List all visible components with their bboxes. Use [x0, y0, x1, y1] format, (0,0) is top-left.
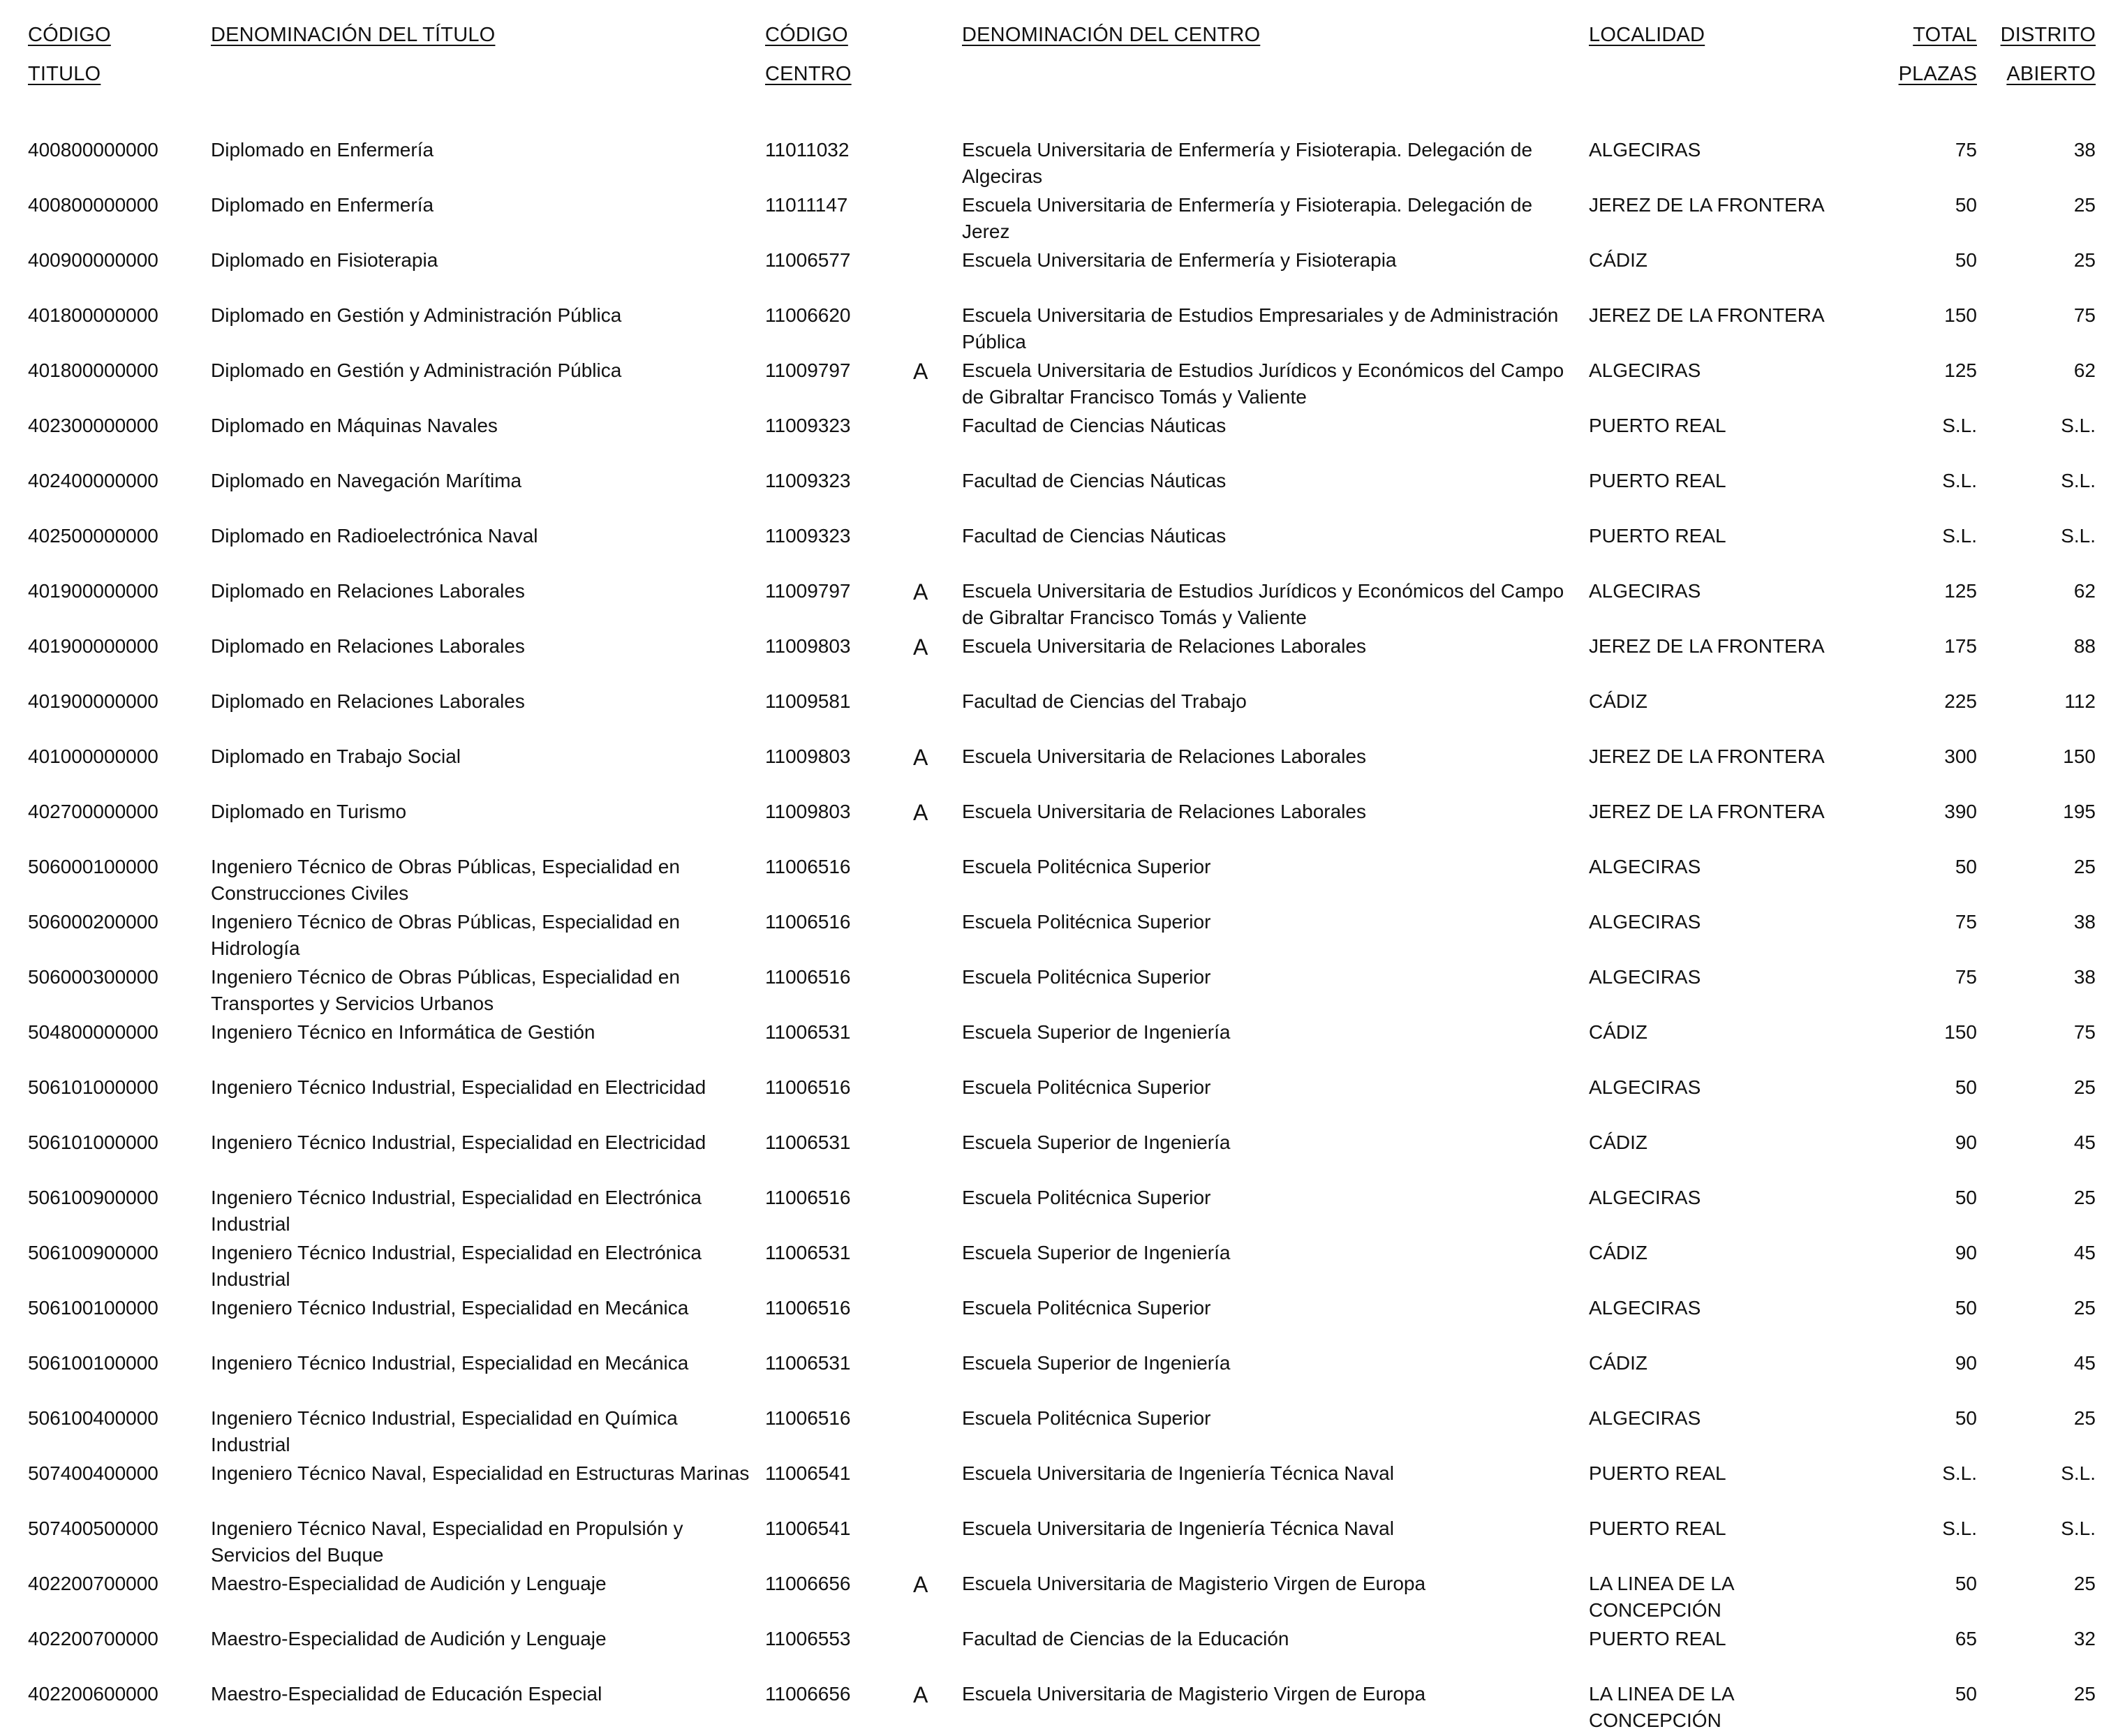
cell-codigo-titulo: 402200700000 — [28, 1628, 158, 1649]
cell-total-plazas: 125 — [1944, 359, 1977, 381]
cell-distrito-abierto: 45 — [2073, 1352, 2096, 1374]
cell-denominacion-titulo: Diplomado en Relaciones Laborales — [211, 690, 525, 712]
header-localidad: LOCALIDAD — [1589, 24, 1705, 46]
cell-localidad: CÁDIZ — [1589, 1132, 1647, 1153]
table-row — [25, 302, 2098, 357]
cell-denominacion-centro: Facultad de Ciencias Náuticas — [962, 525, 1227, 547]
cell-distrito-abierto: 38 — [2073, 966, 2096, 988]
cell-distrito-abierto: 195 — [2063, 801, 2096, 822]
cell-localidad: ALGECIRAS — [1589, 1187, 1701, 1208]
cell-denominacion-centro: Escuela Politécnica Superior — [962, 1076, 1211, 1098]
cell-codigo-centro: 11009797 — [765, 359, 851, 381]
cell-distrito-abierto: 25 — [2073, 1297, 2096, 1319]
cell-codigo-centro: 11009803 — [765, 801, 851, 822]
table-header — [25, 15, 2098, 137]
cell-codigo-titulo: 506100900000 — [28, 1242, 158, 1263]
cell-codigo-titulo: 401900000000 — [28, 635, 158, 657]
cell-total-plazas: 75 — [1955, 139, 1977, 161]
plazas-table — [25, 15, 2098, 1736]
table-row — [25, 468, 2098, 523]
cell-distrito-abierto: 25 — [2073, 1076, 2096, 1098]
cell-denominacion-centro: Escuela Universitaria de Ingeniería Técnica Naval — [962, 1518, 1394, 1539]
cell-denominacion-titulo: Ingeniero Técnico Industrial, Especialidad en Electricidad — [211, 1076, 706, 1098]
cell-flag: A — [913, 1682, 928, 1707]
table-row — [25, 1350, 2098, 1405]
cell-denominacion-titulo: Ingeniero Técnico de Obras Públicas, Especialidad en Hidrología — [211, 911, 680, 959]
table-row — [25, 1405, 2098, 1460]
cell-flag — [908, 1460, 959, 1515]
cell-denominacion-centro: Escuela Superior de Ingeniería — [962, 1132, 1231, 1153]
cell-denominacion-titulo: Ingeniero Técnico Naval, Especialidad en Estructuras Marinas — [211, 1462, 750, 1484]
cell-denominacion-centro: Escuela Universitaria de Estudios Jurídicos y Económicos del Campo de Gibraltar Francisco Tomás y Valiente — [962, 580, 1564, 628]
cell-flag — [908, 854, 959, 909]
cell-codigo-titulo: 506100400000 — [28, 1407, 158, 1429]
cell-distrito-abierto: 45 — [2073, 1132, 2096, 1153]
cell-denominacion-centro: Escuela Politécnica Superior — [962, 1297, 1211, 1319]
cell-localidad: ALGECIRAS — [1589, 966, 1701, 988]
cell-flag: A — [913, 1572, 928, 1597]
cell-flag: A — [913, 745, 928, 770]
cell-codigo-titulo: 507400400000 — [28, 1462, 158, 1484]
cell-codigo-titulo: 401900000000 — [28, 690, 158, 712]
cell-localidad: ALGECIRAS — [1589, 580, 1701, 602]
cell-total-plazas: 225 — [1944, 690, 1977, 712]
cell-distrito-abierto: S.L. — [2061, 415, 2096, 436]
cell-codigo-centro: 11006516 — [765, 1076, 851, 1098]
cell-distrito-abierto: 112 — [2064, 690, 2096, 712]
cell-localidad: JEREZ DE LA FRONTERA — [1589, 745, 1825, 767]
cell-localidad: ALGECIRAS — [1589, 139, 1701, 161]
cell-distrito-abierto: 75 — [2073, 304, 2096, 326]
cell-total-plazas: 150 — [1944, 1021, 1977, 1043]
cell-codigo-centro: 11009803 — [765, 635, 851, 657]
cell-codigo-centro: 11009797 — [765, 580, 851, 602]
table-row — [25, 1626, 2098, 1681]
cell-distrito-abierto: 150 — [2063, 745, 2096, 767]
cell-denominacion-titulo: Ingeniero Técnico Industrial, Especialidad en Electrónica Industrial — [211, 1242, 702, 1290]
cell-codigo-centro: 11006516 — [765, 966, 851, 988]
header-total-plazas: TOTAL PLAZAS — [1898, 24, 1977, 85]
cell-codigo-titulo: 506100100000 — [28, 1297, 158, 1319]
cell-codigo-titulo: 506100100000 — [28, 1352, 158, 1374]
table-row — [25, 247, 2098, 302]
cell-codigo-centro: 11006577 — [765, 249, 851, 271]
cell-distrito-abierto: 45 — [2073, 1242, 2096, 1263]
cell-distrito-abierto: 25 — [2073, 249, 2096, 271]
cell-denominacion-centro: Escuela Universitaria de Magisterio Virgen de Europa — [962, 1683, 1426, 1705]
cell-distrito-abierto: 25 — [2073, 1573, 2096, 1594]
cell-localidad: JEREZ DE LA FRONTERA — [1589, 304, 1825, 326]
table-row — [25, 1019, 2098, 1074]
header-flag — [908, 15, 959, 137]
cell-codigo-centro: 11006541 — [765, 1518, 851, 1539]
cell-total-plazas: 50 — [1955, 1407, 1977, 1429]
cell-total-plazas: S.L. — [1942, 1518, 1977, 1539]
cell-flag: A — [913, 635, 928, 660]
cell-distrito-abierto: 88 — [2073, 635, 2096, 657]
cell-denominacion-titulo: Diplomado en Fisioterapia — [211, 249, 438, 271]
cell-localidad: CÁDIZ — [1589, 1352, 1647, 1374]
cell-denominacion-centro: Escuela Superior de Ingeniería — [962, 1242, 1231, 1263]
cell-distrito-abierto: S.L. — [2061, 525, 2096, 547]
table-row — [25, 1240, 2098, 1295]
cell-codigo-centro: 11006656 — [765, 1683, 851, 1705]
cell-denominacion-centro: Escuela Universitaria de Estudios Empresariales y de Administración Pública — [962, 304, 1559, 353]
cell-denominacion-titulo: Ingeniero Técnico de Obras Públicas, Especialidad en Transportes y Servicios Urbanos — [211, 966, 680, 1014]
cell-flag — [908, 1295, 959, 1350]
cell-flag — [908, 688, 959, 743]
table-row — [25, 578, 2098, 633]
cell-flag — [908, 413, 959, 468]
cell-codigo-centro: 11006516 — [765, 856, 851, 877]
header-codigo-titulo: CÓDIGO TITULO — [28, 24, 111, 85]
cell-denominacion-titulo: Ingeniero Técnico Industrial, Especialidad en Electricidad — [211, 1132, 706, 1153]
cell-denominacion-centro: Facultad de Ciencias Náuticas — [962, 415, 1227, 436]
cell-codigo-centro: 11006516 — [765, 1407, 851, 1429]
table-row — [25, 1460, 2098, 1515]
cell-total-plazas: 50 — [1955, 856, 1977, 877]
cell-localidad: PUERTO REAL — [1589, 415, 1726, 436]
cell-total-plazas: 50 — [1955, 1076, 1977, 1098]
table-row — [25, 1185, 2098, 1240]
cell-total-plazas: 390 — [1944, 801, 1977, 822]
header-denominacion-titulo: DENOMINACIÓN DEL TÍTULO — [211, 24, 496, 46]
cell-total-plazas: 90 — [1955, 1132, 1977, 1153]
cell-localidad: ALGECIRAS — [1589, 1407, 1701, 1429]
cell-flag: A — [913, 800, 928, 825]
cell-denominacion-titulo: Ingeniero Técnico Industrial, Especialidad en Mecánica — [211, 1352, 689, 1374]
cell-localidad: LA LINEA DE LA CONCEPCIÓN — [1589, 1573, 1734, 1621]
cell-denominacion-centro: Escuela Universitaria de Enfermería y Fisioterapia — [962, 249, 1397, 271]
cell-flag — [908, 523, 959, 578]
cell-localidad: ALGECIRAS — [1589, 911, 1701, 933]
cell-distrito-abierto: 75 — [2073, 1021, 2096, 1043]
table-row — [25, 1515, 2098, 1571]
cell-flag: A — [913, 579, 928, 604]
cell-codigo-centro: 11006656 — [765, 1573, 851, 1594]
table-row — [25, 1681, 2098, 1736]
cell-denominacion-titulo: Ingeniero Técnico Naval, Especialidad en Propulsión y Servicios del Buque — [211, 1518, 683, 1566]
cell-denominacion-centro: Escuela Universitaria de Ingeniería Técnica Naval — [962, 1462, 1394, 1484]
cell-distrito-abierto: 38 — [2073, 911, 2096, 933]
cell-distrito-abierto: 62 — [2073, 359, 2096, 381]
cell-distrito-abierto: S.L. — [2061, 1462, 2096, 1484]
cell-distrito-abierto: 25 — [2073, 856, 2096, 877]
cell-codigo-centro: 11006541 — [765, 1462, 851, 1484]
cell-denominacion-centro: Escuela Politécnica Superior — [962, 1407, 1211, 1429]
cell-localidad: CÁDIZ — [1589, 249, 1647, 271]
cell-distrito-abierto: 25 — [2073, 194, 2096, 216]
cell-codigo-titulo: 402300000000 — [28, 415, 158, 436]
cell-denominacion-centro: Escuela Politécnica Superior — [962, 1187, 1211, 1208]
cell-codigo-centro: 11006553 — [765, 1628, 851, 1649]
cell-codigo-centro: 11006531 — [765, 1132, 851, 1153]
cell-denominacion-centro: Escuela Universitaria de Enfermería y Fisioterapia. Delegación de Algeciras — [962, 139, 1533, 187]
cell-codigo-centro: 11006516 — [765, 1187, 851, 1208]
cell-denominacion-titulo: Ingeniero Técnico en Informática de Gestión — [211, 1021, 595, 1043]
cell-denominacion-titulo: Diplomado en Enfermería — [211, 139, 434, 161]
cell-denominacion-centro: Facultad de Ciencias de la Educación — [962, 1628, 1289, 1649]
cell-codigo-centro: 11006516 — [765, 1297, 851, 1319]
cell-distrito-abierto: S.L. — [2061, 470, 2096, 491]
cell-total-plazas: 50 — [1955, 1297, 1977, 1319]
table-row — [25, 964, 2098, 1019]
cell-denominacion-titulo: Diplomado en Máquinas Navales — [211, 415, 498, 436]
cell-denominacion-centro: Escuela Universitaria de Enfermería y Fisioterapia. Delegación de Jerez — [962, 194, 1533, 242]
cell-codigo-titulo: 506000200000 — [28, 911, 158, 933]
cell-denominacion-centro: Escuela Universitaria de Relaciones Laborales — [962, 635, 1366, 657]
cell-total-plazas: S.L. — [1942, 525, 1977, 547]
cell-denominacion-centro: Escuela Politécnica Superior — [962, 911, 1211, 933]
table-body — [25, 137, 2098, 1736]
cell-denominacion-centro: Escuela Universitaria de Relaciones Laborales — [962, 801, 1366, 822]
cell-codigo-centro: 11009323 — [765, 470, 851, 491]
cell-total-plazas: 50 — [1955, 194, 1977, 216]
cell-total-plazas: 50 — [1955, 1573, 1977, 1594]
cell-denominacion-centro: Escuela Politécnica Superior — [962, 966, 1211, 988]
table-row — [25, 854, 2098, 909]
cell-codigo-titulo: 402500000000 — [28, 525, 158, 547]
table-row — [25, 1074, 2098, 1129]
cell-distrito-abierto: 38 — [2073, 139, 2096, 161]
cell-flag — [908, 1019, 959, 1074]
cell-denominacion-titulo: Ingeniero Técnico Industrial, Especialidad en Química Industrial — [211, 1407, 678, 1455]
cell-flag — [908, 964, 959, 1019]
header-codigo-centro: CÓDIGO CENTRO — [765, 24, 852, 85]
cell-flag — [908, 1515, 959, 1571]
cell-denominacion-titulo: Ingeniero Técnico de Obras Públicas, Especialidad en Construcciones Civiles — [211, 856, 680, 904]
cell-localidad: ALGECIRAS — [1589, 359, 1701, 381]
cell-codigo-titulo: 400800000000 — [28, 194, 158, 216]
cell-denominacion-titulo: Diplomado en Relaciones Laborales — [211, 635, 525, 657]
cell-denominacion-titulo: Diplomado en Trabajo Social — [211, 745, 461, 767]
cell-localidad: PUERTO REAL — [1589, 525, 1726, 547]
cell-codigo-titulo: 400800000000 — [28, 139, 158, 161]
cell-codigo-titulo: 401900000000 — [28, 580, 158, 602]
table-row — [25, 137, 2098, 192]
cell-flag — [908, 1074, 959, 1129]
cell-denominacion-centro: Facultad de Ciencias del Trabajo — [962, 690, 1247, 712]
cell-codigo-titulo: 401800000000 — [28, 304, 158, 326]
cell-distrito-abierto: 62 — [2073, 580, 2096, 602]
cell-codigo-titulo: 402200700000 — [28, 1573, 158, 1594]
cell-codigo-centro: 11009581 — [765, 690, 851, 712]
cell-total-plazas: 125 — [1944, 580, 1977, 602]
cell-distrito-abierto: 25 — [2073, 1407, 2096, 1429]
cell-flag — [908, 1626, 959, 1681]
cell-distrito-abierto: 32 — [2073, 1628, 2096, 1649]
table-row — [25, 909, 2098, 964]
cell-localidad: PUERTO REAL — [1589, 470, 1726, 491]
cell-total-plazas: 175 — [1944, 635, 1977, 657]
cell-denominacion-titulo: Ingeniero Técnico Industrial, Especialidad en Electrónica Industrial — [211, 1187, 702, 1235]
cell-flag — [908, 137, 959, 192]
table-row — [25, 688, 2098, 743]
table-row — [25, 743, 2098, 799]
cell-localidad: CÁDIZ — [1589, 1021, 1647, 1043]
cell-total-plazas: S.L. — [1942, 415, 1977, 436]
table-row — [25, 357, 2098, 413]
cell-localidad: JEREZ DE LA FRONTERA — [1589, 801, 1825, 822]
cell-flag — [908, 192, 959, 247]
cell-codigo-centro: 11006620 — [765, 304, 851, 326]
cell-total-plazas: 300 — [1944, 745, 1977, 767]
table-row — [25, 1129, 2098, 1185]
cell-codigo-titulo: 506000100000 — [28, 856, 158, 877]
cell-codigo-titulo: 506000300000 — [28, 966, 158, 988]
cell-total-plazas: S.L. — [1942, 1462, 1977, 1484]
cell-codigo-titulo: 402700000000 — [28, 801, 158, 822]
cell-distrito-abierto: S.L. — [2061, 1518, 2096, 1539]
cell-codigo-titulo: 402200600000 — [28, 1683, 158, 1705]
cell-localidad: JEREZ DE LA FRONTERA — [1589, 635, 1825, 657]
cell-distrito-abierto: 25 — [2073, 1187, 2096, 1208]
cell-flag — [908, 1129, 959, 1185]
cell-denominacion-titulo: Maestro-Especialidad de Audición y Lenguaje — [211, 1628, 607, 1649]
cell-flag: A — [913, 359, 928, 384]
cell-codigo-centro: 11006531 — [765, 1021, 851, 1043]
cell-codigo-centro: 11006516 — [765, 911, 851, 933]
cell-codigo-centro: 11009803 — [765, 745, 851, 767]
cell-localidad: PUERTO REAL — [1589, 1628, 1726, 1649]
cell-total-plazas: 50 — [1955, 1683, 1977, 1705]
cell-total-plazas: 75 — [1955, 911, 1977, 933]
cell-total-plazas: 90 — [1955, 1242, 1977, 1263]
cell-codigo-titulo: 504800000000 — [28, 1021, 158, 1043]
cell-codigo-centro: 11006531 — [765, 1242, 851, 1263]
cell-localidad: PUERTO REAL — [1589, 1518, 1726, 1539]
cell-denominacion-centro: Escuela Universitaria de Estudios Jurídicos y Económicos del Campo de Gibraltar Francisco Tomás y Valiente — [962, 359, 1564, 408]
cell-denominacion-centro: Escuela Politécnica Superior — [962, 856, 1211, 877]
cell-total-plazas: 65 — [1955, 1628, 1977, 1649]
cell-distrito-abierto: 25 — [2073, 1683, 2096, 1705]
cell-denominacion-titulo: Ingeniero Técnico Industrial, Especialidad en Mecánica — [211, 1297, 689, 1319]
cell-codigo-titulo: 506100900000 — [28, 1187, 158, 1208]
cell-codigo-titulo: 506101000000 — [28, 1076, 158, 1098]
table-row — [25, 192, 2098, 247]
table-row — [25, 523, 2098, 578]
cell-denominacion-titulo: Diplomado en Turismo — [211, 801, 407, 822]
cell-total-plazas: 75 — [1955, 966, 1977, 988]
cell-codigo-titulo: 401800000000 — [28, 359, 158, 381]
cell-denominacion-titulo: Diplomado en Navegación Marítima — [211, 470, 522, 491]
cell-denominacion-centro: Escuela Superior de Ingeniería — [962, 1352, 1231, 1374]
cell-codigo-centro: 11009323 — [765, 525, 851, 547]
header-distrito-abierto: DISTRITO ABIERTO — [2000, 24, 2096, 85]
cell-flag — [908, 1350, 959, 1405]
cell-denominacion-centro: Facultad de Ciencias Náuticas — [962, 470, 1227, 491]
header-denominacion-centro: DENOMINACIÓN DEL CENTRO — [962, 24, 1261, 46]
cell-codigo-centro: 11006531 — [765, 1352, 851, 1374]
cell-flag — [908, 302, 959, 357]
cell-total-plazas: 50 — [1955, 249, 1977, 271]
cell-codigo-titulo: 401000000000 — [28, 745, 158, 767]
table-row — [25, 1571, 2098, 1626]
cell-total-plazas: 90 — [1955, 1352, 1977, 1374]
cell-flag — [908, 1240, 959, 1295]
cell-localidad: ALGECIRAS — [1589, 1297, 1701, 1319]
cell-denominacion-titulo: Diplomado en Gestión y Administración Pública — [211, 304, 622, 326]
cell-codigo-titulo: 506101000000 — [28, 1132, 158, 1153]
cell-codigo-centro: 11011032 — [765, 139, 850, 161]
cell-flag — [908, 247, 959, 302]
cell-denominacion-centro: Escuela Universitaria de Relaciones Laborales — [962, 745, 1366, 767]
cell-flag — [908, 909, 959, 964]
cell-denominacion-titulo: Diplomado en Relaciones Laborales — [211, 580, 525, 602]
cell-localidad: ALGECIRAS — [1589, 856, 1701, 877]
cell-localidad: PUERTO REAL — [1589, 1462, 1726, 1484]
cell-flag — [908, 468, 959, 523]
cell-localidad: CÁDIZ — [1589, 1242, 1647, 1263]
cell-denominacion-titulo: Diplomado en Radioelectrónica Naval — [211, 525, 538, 547]
cell-denominacion-titulo: Maestro-Especialidad de Educación Especial — [211, 1683, 602, 1705]
table-row — [25, 799, 2098, 854]
cell-denominacion-centro: Escuela Universitaria de Magisterio Virgen de Europa — [962, 1573, 1426, 1594]
cell-codigo-titulo: 402400000000 — [28, 470, 158, 491]
cell-total-plazas: 150 — [1944, 304, 1977, 326]
cell-codigo-titulo: 400900000000 — [28, 249, 158, 271]
cell-localidad: JEREZ DE LA FRONTERA — [1589, 194, 1825, 216]
cell-flag — [908, 1185, 959, 1240]
cell-flag — [908, 1405, 959, 1460]
cell-codigo-titulo: 507400500000 — [28, 1518, 158, 1539]
cell-denominacion-titulo: Maestro-Especialidad de Audición y Lenguaje — [211, 1573, 607, 1594]
table-row — [25, 633, 2098, 688]
table-row — [25, 1295, 2098, 1350]
cell-denominacion-titulo: Diplomado en Enfermería — [211, 194, 434, 216]
table-row — [25, 413, 2098, 468]
cell-total-plazas: 50 — [1955, 1187, 1977, 1208]
cell-localidad: CÁDIZ — [1589, 690, 1647, 712]
cell-localidad: ALGECIRAS — [1589, 1076, 1701, 1098]
cell-total-plazas: S.L. — [1942, 470, 1977, 491]
cell-codigo-centro: 11011147 — [765, 194, 848, 216]
cell-codigo-centro: 11009323 — [765, 415, 851, 436]
cell-denominacion-centro: Escuela Superior de Ingeniería — [962, 1021, 1231, 1043]
cell-localidad: LA LINEA DE LA CONCEPCIÓN — [1589, 1683, 1734, 1731]
cell-denominacion-titulo: Diplomado en Gestión y Administración Pública — [211, 359, 622, 381]
